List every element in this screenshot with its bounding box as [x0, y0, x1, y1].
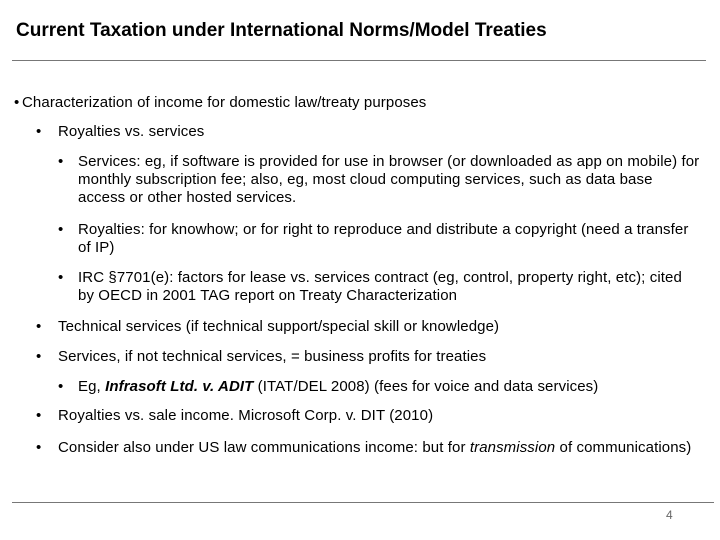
- text-run: Consider also under US law communications income: but for: [58, 439, 470, 456]
- footer-divider: [12, 502, 714, 503]
- bullet-communications-income: [36, 439, 706, 457]
- bullet-irc-7701: [58, 269, 700, 305]
- bullet-marker: •: [36, 123, 42, 140]
- bullet-marker: •: [36, 318, 42, 335]
- bullet-royalties-vs-services: [36, 123, 706, 141]
- text-run: of communications): [555, 439, 692, 456]
- bullet-marker: •: [58, 378, 64, 395]
- text-run: Eg,: [78, 378, 106, 395]
- bullet-marker: •: [14, 94, 20, 111]
- case-name: Infrasoft Ltd. v. ADIT: [105, 378, 254, 395]
- bullet-marker: •: [58, 269, 64, 286]
- bullet-marker: •: [36, 407, 42, 424]
- bullet-text: Royalties vs. sale income. Microsoft Corp. v. DIT (2010): [58, 407, 434, 424]
- bullet-marker: •: [36, 348, 42, 365]
- slide-title: Current Taxation under International Norms/Model Treaties: [16, 20, 547, 41]
- bullet-text: Characterization of income for domestic law/treaty purposes: [22, 94, 427, 111]
- bullet-text: Services, if not technical services, = business profits for treaties: [58, 348, 487, 365]
- bullet-marker: •: [58, 153, 64, 170]
- emphasis-text: transmission: [469, 439, 556, 456]
- bullet-characterization: [14, 94, 704, 112]
- bullet-royalties-knowhow: [58, 221, 700, 257]
- bullet-text: Services: eg, if software is provided for use in browser (or downloaded as app on mobile) for monthly subscription fee; also, eg, most cloud computing services, such as data base access or other hosted services.: [78, 153, 700, 206]
- bullet-infrasoft-case: [58, 378, 712, 396]
- bullet-text: IRC §7701(e): factors for lease vs. services contract (eg, control, property right, etc); cited by OECD in 2001 TAG report on Treaty Characterization: [78, 269, 682, 304]
- bullet-text: [58, 378, 712, 396]
- bullet-text: Technical services (if technical support/special skill or knowledge): [58, 318, 500, 335]
- bullet-text: Royalties: for knowhow; or for right to reproduce and distribute a copyright (need a transfer of IP): [78, 221, 689, 256]
- bullet-marker: •: [36, 439, 42, 456]
- text-run: (ITAT/DEL 2008) (fees for voice and data services): [253, 378, 599, 395]
- bullet-marker: •: [58, 221, 64, 238]
- bullet-business-profits: [36, 348, 706, 366]
- title-divider: [12, 60, 706, 61]
- bullet-technical-services: [36, 318, 706, 336]
- bullet-text: Royalties vs. services: [58, 123, 205, 140]
- bullet-royalties-vs-sale: [36, 407, 706, 425]
- bullet-services-example: [58, 153, 700, 207]
- page-number: 4: [666, 508, 673, 522]
- bullet-text: [36, 439, 706, 457]
